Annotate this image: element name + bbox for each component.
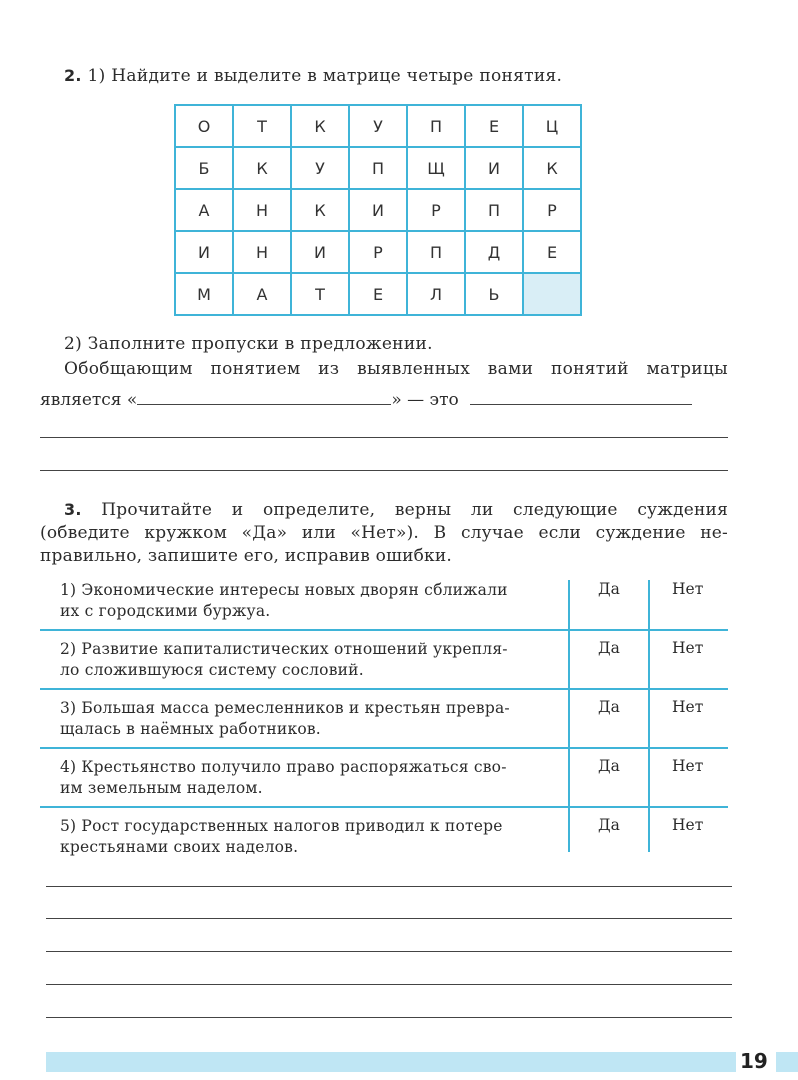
matrix-cell[interactable]: Р (407, 189, 465, 231)
answer-line[interactable] (46, 1017, 732, 1018)
matrix-cell[interactable]: Щ (407, 147, 465, 189)
task3-instruction (40, 498, 728, 568)
judgement-text (60, 757, 560, 799)
column-divider (648, 580, 650, 852)
answer-yes[interactable]: Да (598, 757, 620, 775)
judgement-line1: 1) Экономические интересы новых дворян сближали (60, 581, 508, 599)
task2-sentence-part2b: » — это (391, 390, 459, 410)
judgement-text (60, 639, 560, 681)
matrix-cell[interactable]: Р (349, 231, 407, 273)
matrix-cell[interactable]: К (523, 147, 581, 189)
matrix-cell[interactable]: Ц (523, 105, 581, 147)
judgement-text (60, 698, 560, 740)
letter-matrix (174, 104, 582, 316)
matrix-cell[interactable]: У (349, 105, 407, 147)
matrix-cell[interactable]: Ь (465, 273, 523, 315)
judgement-text (60, 580, 560, 622)
answer-yes[interactable]: Да (598, 639, 620, 657)
matrix-cell[interactable]: Е (349, 273, 407, 315)
matrix-cell-empty[interactable] (523, 273, 581, 315)
judgement-row (40, 572, 728, 631)
matrix-cell[interactable]: И (175, 231, 233, 273)
matrix-cell[interactable]: П (465, 189, 523, 231)
matrix-cell[interactable]: И (291, 231, 349, 273)
matrix-cell[interactable]: Т (291, 273, 349, 315)
matrix-cell[interactable]: М (175, 273, 233, 315)
judgements-table (40, 572, 728, 872)
matrix-cell[interactable]: О (175, 105, 233, 147)
task2-number: 2. (64, 66, 82, 85)
page-number: 19 (740, 1049, 768, 1073)
judgement-line2: им земельным наделом. (60, 779, 263, 797)
matrix-cell[interactable]: К (291, 105, 349, 147)
judgement-line1: 4) Крестьянство получило право распоряжаться сво- (60, 758, 507, 776)
judgement-text (60, 816, 560, 858)
matrix-cell[interactable]: А (175, 189, 233, 231)
task2-sub-instruction: 2) Заполните пропуски в предложении. (64, 334, 433, 354)
definition-blank[interactable] (470, 390, 692, 405)
matrix-cell[interactable]: Е (523, 231, 581, 273)
column-divider (568, 580, 570, 852)
judgement-line1: 5) Рост государственных налогов приводил к потере (60, 817, 503, 835)
matrix-cell[interactable]: А (233, 273, 291, 315)
task3-text-line1: Прочитайте и определите, верны ли следующие суждения (101, 500, 728, 520)
matrix-cell[interactable]: Н (233, 189, 291, 231)
matrix-cell[interactable]: К (233, 147, 291, 189)
task2-sentence-part2a: является « (40, 390, 138, 410)
answer-no[interactable]: Нет (672, 757, 704, 775)
task3-number: 3. (64, 500, 82, 519)
answer-yes[interactable]: Да (598, 580, 620, 598)
matrix-cell[interactable]: К (291, 189, 349, 231)
answer-line[interactable] (46, 918, 732, 919)
answer-no[interactable]: Нет (672, 816, 704, 834)
judgement-line1: 2) Развитие капиталистических отношений укрепля- (60, 640, 508, 658)
matrix-row (175, 189, 581, 231)
matrix-cell[interactable]: Е (465, 105, 523, 147)
answer-line[interactable] (46, 951, 732, 952)
matrix-cell[interactable]: Р (523, 189, 581, 231)
matrix-row (175, 105, 581, 147)
matrix-cell[interactable]: Т (233, 105, 291, 147)
matrix-cell[interactable]: И (349, 189, 407, 231)
task2-sentence-line (40, 390, 692, 410)
matrix-cell[interactable]: П (407, 231, 465, 273)
task3-text-line3: правильно, запишите его, исправив ошибки. (40, 546, 452, 566)
matrix-row (175, 231, 581, 273)
answer-yes[interactable]: Да (598, 698, 620, 716)
concept-blank[interactable] (137, 390, 391, 405)
footer-bar (46, 1052, 736, 1072)
answer-line[interactable] (46, 886, 732, 887)
matrix-cell[interactable]: Д (465, 231, 523, 273)
judgement-line2: их с городскими буржуа. (60, 602, 271, 620)
answer-no[interactable]: Нет (672, 580, 704, 598)
answer-line[interactable] (40, 437, 728, 438)
task2-sentence-part1: Обобщающим понятием из выявленных вами понятий матрицы (64, 359, 728, 379)
answer-line[interactable] (40, 470, 728, 471)
footer-bar-end (776, 1052, 798, 1072)
matrix-cell[interactable]: Б (175, 147, 233, 189)
judgement-line2: ло сложившуюся систему сословий. (60, 661, 364, 679)
matrix-row (175, 273, 581, 315)
task2-heading (64, 66, 562, 86)
matrix-cell[interactable]: П (407, 105, 465, 147)
matrix-row (175, 147, 581, 189)
matrix-cell[interactable]: И (465, 147, 523, 189)
judgement-line1: 3) Большая масса ремесленников и крестьян превра- (60, 699, 510, 717)
answer-no[interactable]: Нет (672, 639, 704, 657)
judgement-line2: щалась в наёмных работников. (60, 720, 321, 738)
matrix-cell[interactable]: У (291, 147, 349, 189)
answer-line[interactable] (46, 984, 732, 985)
judgement-row (40, 690, 728, 749)
matrix-cell[interactable]: Л (407, 273, 465, 315)
matrix-cell[interactable]: Н (233, 231, 291, 273)
judgement-row (40, 808, 728, 872)
judgement-row (40, 631, 728, 690)
judgement-line2: крестьянами своих наделов. (60, 838, 299, 856)
answer-yes[interactable]: Да (598, 816, 620, 834)
matrix-cell[interactable]: П (349, 147, 407, 189)
task3-text-line2: (обведите кружком «Да» или «Нет»). В случае если суждение не- (40, 523, 728, 543)
answer-no[interactable]: Нет (672, 698, 704, 716)
judgement-row (40, 749, 728, 808)
task2-instruction: 1) Найдите и выделите в матрице четыре понятия. (87, 66, 563, 86)
